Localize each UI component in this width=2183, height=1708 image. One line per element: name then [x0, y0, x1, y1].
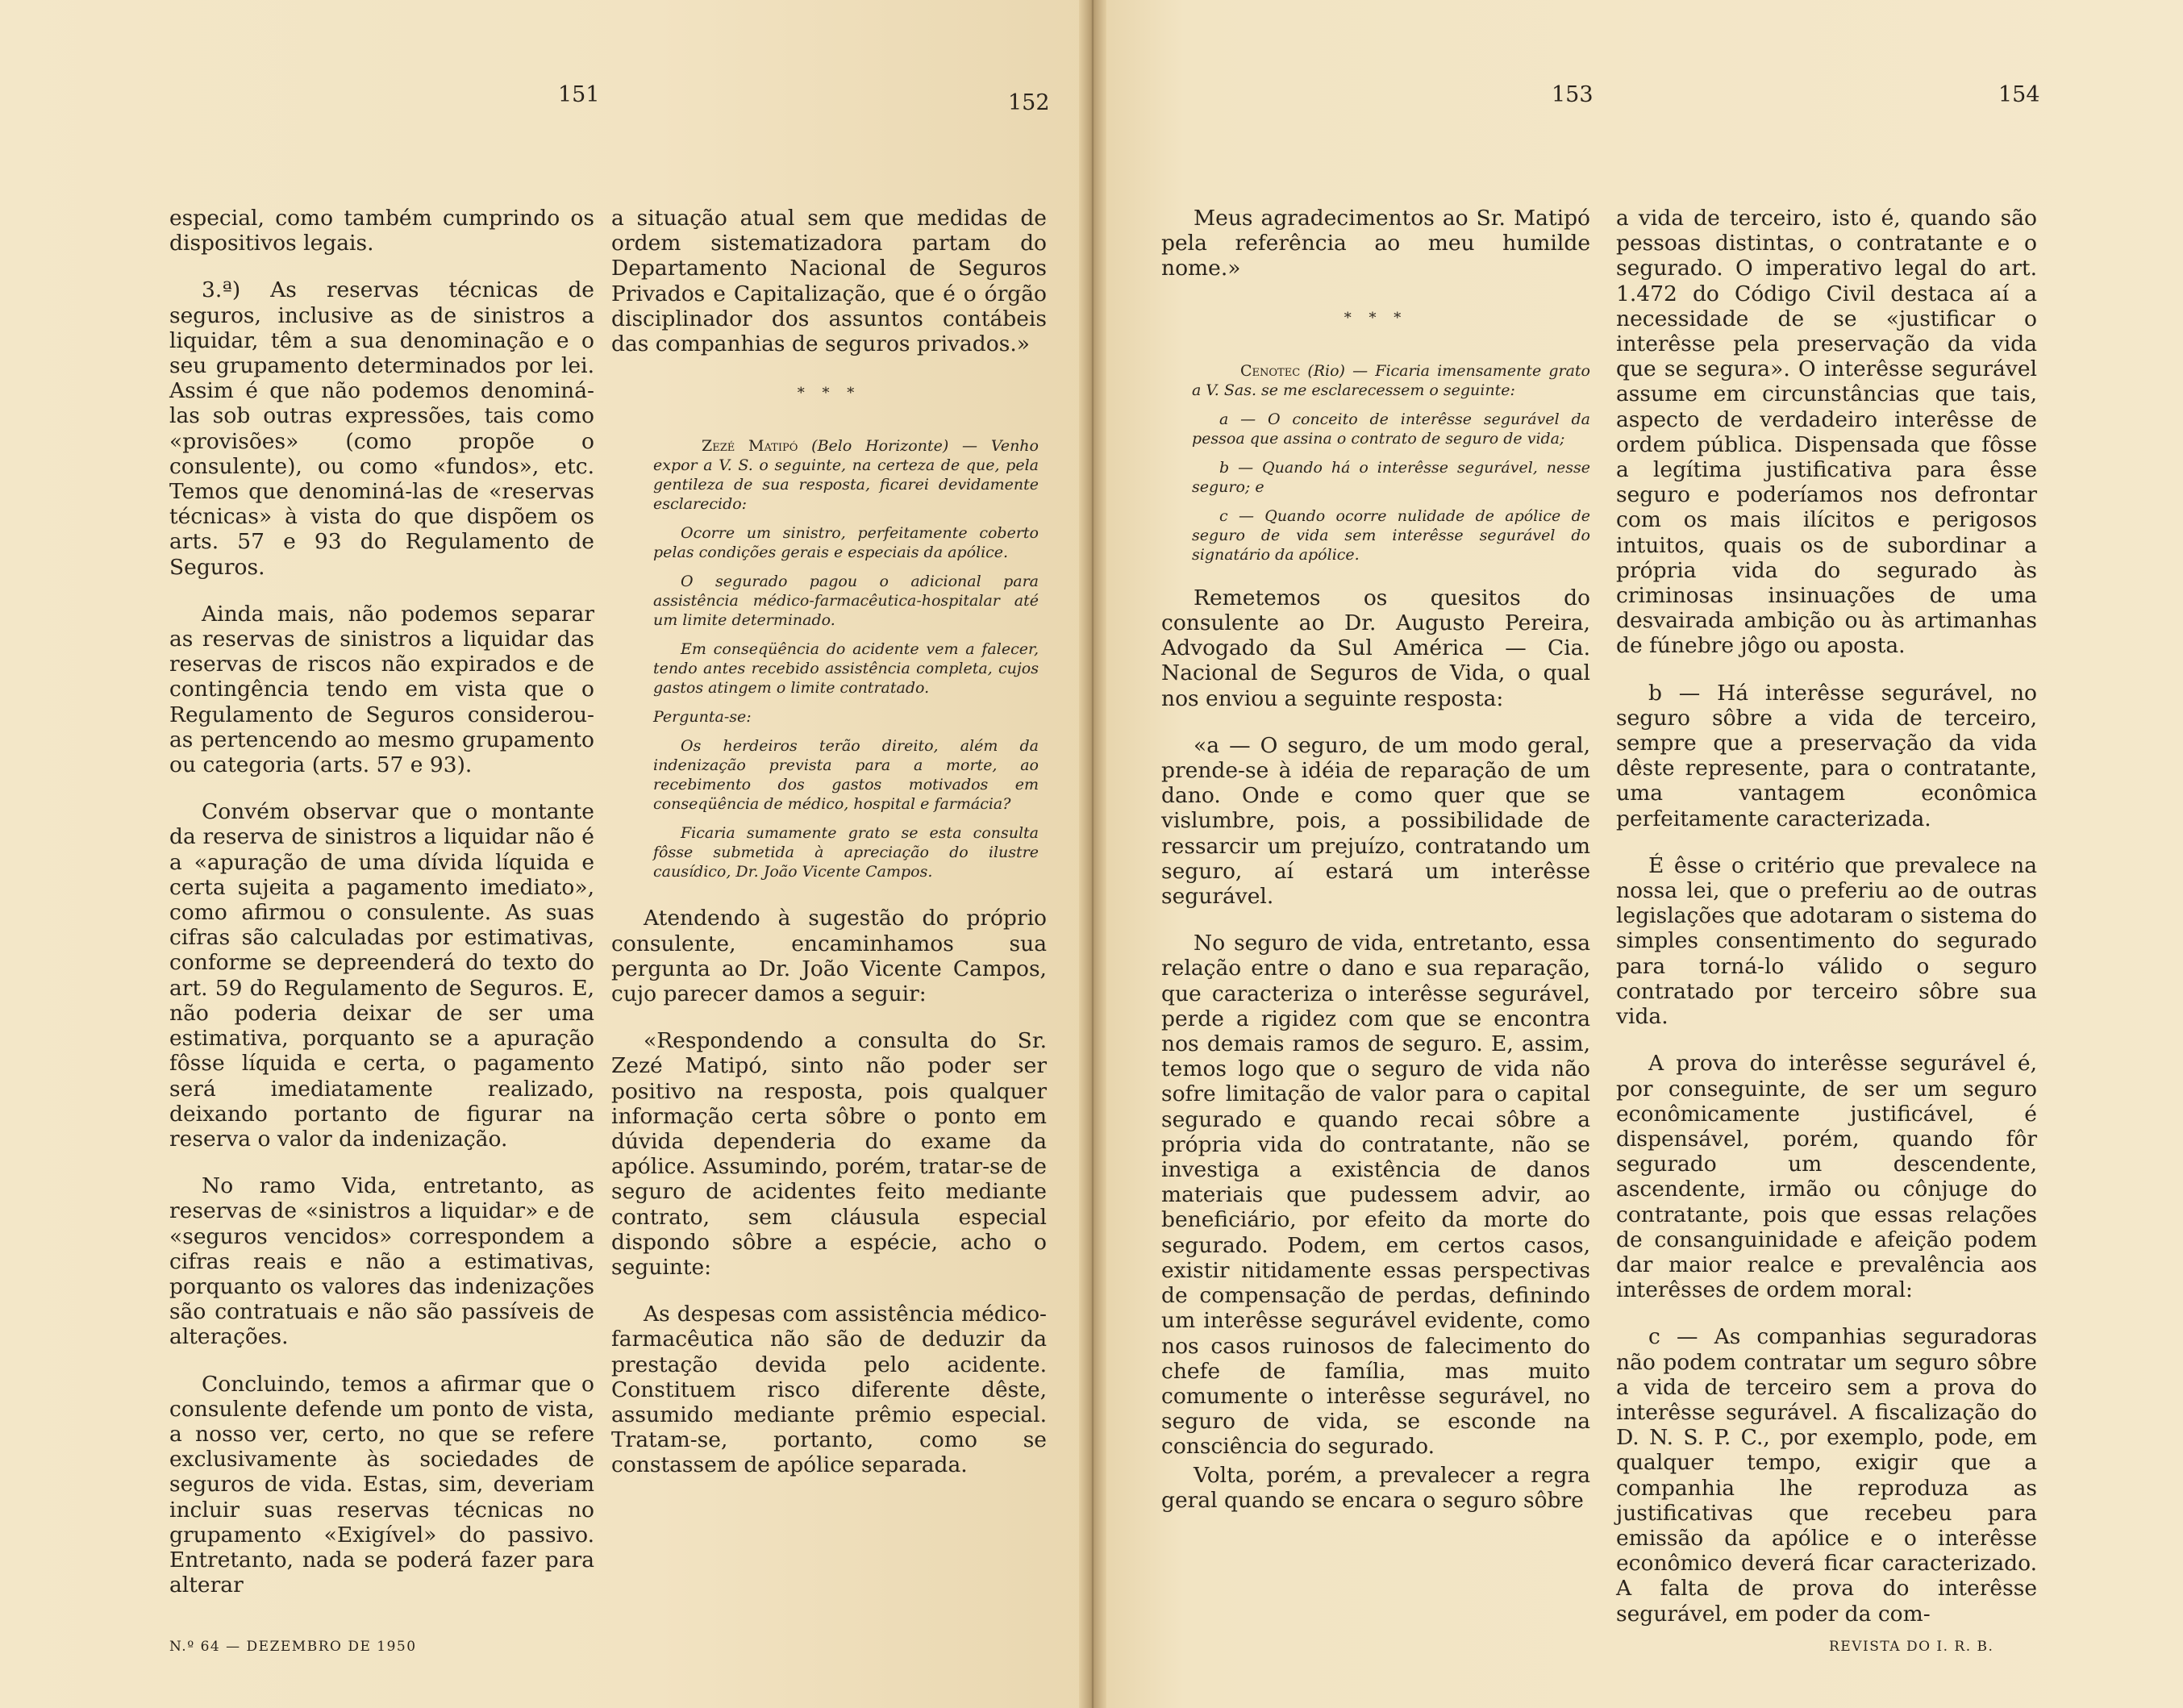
paragraph: Concluindo, temos a afirmar que o consulente defende um ponto de vista, a nosso ver, certo, no que se refere exclusivamente às sociedades de seguros de vida. Estas, sim, deveriam incluir suas reservas técnicas no grupamento «Exigível» do passivo. Entretanto, nada se poderá fazer para alterar	[169, 1371, 594, 1598]
question-paragraph: a — O conceito de interêsse segurável da pessoa que assina o contrato de seguro de vida;	[1192, 410, 1590, 448]
paragraph: No ramo Vida, entretanto, as reservas de «sinistros a liquidar» e de «seguros vencidos» correspondem a cifras reais e não a estimativas, porquanto os valores das indenizações são contratuais e não são passíveis de alterações.	[169, 1173, 594, 1350]
question-header: (Rio) — Ficaria imensamente grato a V. Sas. se me esclarecessem o seguinte:	[1192, 361, 1590, 399]
footer-journal: REVISTA DO I. R. B.	[1829, 1639, 1994, 1655]
question-paragraph: Os herdeiros terão direito, além da indenização prevista para a morte, ao recebimento dos gastos motivados em conseqüência de médico, hospital e farmácia?	[653, 737, 1039, 814]
paragraph: c — As companhias seguradoras não podem contratar um seguro sôbre a vida de terceiro sem a prova do interêsse segurável. A fiscalização do D. N. S. P. C., por exemplo, pode, em qualquer tempo, exigir que a companhia lhe reproduza as justificativas que recebeu para emissão da apólice e o interêsse econômico deverá ficar caracterizado. A falta de prova do interêsse segurável, em poder da com-	[1616, 1324, 2037, 1627]
section-separator: * * *	[1344, 309, 1408, 327]
question-paragraph: Ficaria sumamente grato se esta consulta fôsse submetida à apreciação do ilustre causídico, Dr. João Vicente Campos.	[653, 824, 1039, 881]
paragraph: Atendendo à sugestão do próprio consulente, encaminhamos sua pergunta ao Dr. João Vicente Campos, cujo parecer damos a seguir:	[611, 906, 1047, 1007]
question-header: (Belo Horizonte) — Venho expor a V. S. o seguinte, na certeza de que, pela gentileza de sua resposta, ficarei devidamente esclarecido:	[653, 437, 1039, 514]
question-paragraph: Ocorre um sinistro, perfeitamente coberto pelas condições gerais e especiais da apólice.	[653, 524, 1039, 562]
column-page-153	[1161, 206, 1590, 1535]
reader-question-cenotec	[1161, 361, 1590, 564]
paragraph: «Respondendo a consulta do Sr. Zezé Matipó, sinto não poder ser positivo na resposta, pois qualquer informação certa sôbre o ponto em dúvida dependeria do exame da apólice. Assumindo, porém, tratar-se de seguro de acidentes feito mediante contrato, sem cláusula especial dispondo sôbre a espécie, acho o seguinte:	[611, 1028, 1047, 1281]
question-paragraph: c — Quando ocorre nulidade de apólice de seguro de vida sem interêsse segurável do signatário da apólice.	[1192, 506, 1590, 564]
column-page-151	[169, 206, 594, 1619]
footer-issue: N.º 64 — DEZEMBRO DE 1950	[169, 1639, 417, 1655]
correspondent-name: Zezé Matipó	[702, 437, 798, 456]
paragraph: A prova do interêsse segurável é, por conseguinte, de ser um seguro econômicamente justificável, é dispensável, porém, quando fôr segurado um descendente, ascendente, irmão ou cônjuge do contratante, pois que essas relações de consanguinidade e afeição podem dar maior realce e prevalência aos interêsses de ordem moral:	[1616, 1051, 2037, 1303]
paragraph: Volta, porém, a prevalecer a regra geral quando se encara o seguro sôbre	[1161, 1462, 1590, 1513]
paragraph: As despesas com assistência médico-farmacêutica não são de deduzir da prestação devida pelo acidente. Constituem risco diferente dêste, assumido mediante prêmio especial. Tratam-se, portanto, como se constassem de apólice separada.	[611, 1302, 1047, 1478]
page-number-151: 151	[558, 82, 600, 107]
paragraph: a vida de terceiro, isto é, quando são pessoas distintas, o contratante e o segurado. O imperativo legal do art. 1.472 do Código Civil destaca aí a necessidade de se «justificar o interêsse pela preservação da vida que se segura». O interêsse segurável assume em circunstâncias que tais, aspecto de verdadeiro interêsse de ordem pública. Dispensada que fôsse a legítima justificativa para êsse seguro e poderíamos nos defrontar com os mais ilícitos e perigosos intuitos, quais os de subordinar a própria vida do segurado às criminosas insinuações de uma desvairada ambição ou às artimanhas de fúnebre jôgo ou aposta.	[1616, 206, 2037, 659]
page-number-153: 153	[1552, 82, 1594, 107]
paragraph: Convém observar que o montante da reserva de sinistros a liquidar não é a «apuração de uma dívida líquida e certa sujeita a pagamento imediato», como afirmou o consulente. As suas cifras são calculadas por estimativas, conforme se depreenderá do texto do art. 59 do Regulamento de Seguros. E, não poderia deixar de ser uma estimativa, porquanto se a apuração fôsse líquida e certa, o pagamento será imediatamente realizado, deixando portanto de figurar na reserva o valor da indenização.	[169, 799, 594, 1152]
paragraph: Meus agradecimentos ao Sr. Matipó pela referência ao meu humilde nome.»	[1161, 206, 1590, 281]
column-page-152	[611, 206, 1047, 1500]
paragraph: 3.ª) As reservas técnicas de seguros, inclusive as de sinistros a liquidar, têm a sua denominação e o seu grupamento determinados por lei. Assim é que não podemos denominá-las sob outras expressões, tais como «provisões» (como propõe o consulente), ou como «fundos», etc. Temos que denominá-las de «reservas técnicas» à vista do que dispõem os arts. 57 e 93 do Regulamento de Seguros.	[169, 277, 594, 580]
column-page-154	[1616, 206, 2037, 1648]
page-number-152: 152	[1008, 90, 1050, 115]
question-label: Pergunta-se:	[653, 708, 752, 727]
paragraph: b — Há interêsse segurável, no seguro sôbre a vida de terceiro, sempre que a preservação da vida dêste represente, para o contratante, uma vantagem econômica perfeitamente caracterizada.	[1616, 680, 2037, 831]
paragraph: Ainda mais, não podemos separar as reservas de sinistros a liquidar das reservas de riscos não expirados e de contingência tendo em vista que o Regulamento de Seguros considerou-as pertencendo ao mesmo grupamento ou categoria (arts. 57 e 93).	[169, 601, 594, 778]
paragraph: a situação atual sem que medidas de ordem sistematizadora partam do Departamento Nacional de Seguros Privados e Capitalização, que é o órgão disciplinador dos assuntos contábeis das companhias de seguros privados.»	[611, 206, 1047, 357]
question-paragraph: Em conseqüência do acidente vem a falecer, tendo antes recebido assistência completa, cujos gastos atingem o limite contratado.	[653, 640, 1039, 698]
paragraph: No seguro de vida, entretanto, essa relação entre o dano e sua reparação, que caracteriza o interêsse segurável, perde a rigidez com que se encontra nos demais ramos de seguro. E, assim, temos logo que o seguro de vida não sofre limitação de valor para o capital segurado e quando recai sôbre a própria vida do contratante, não se investiga a existência de danos materiais que pudessem advir, ao beneficiário, por efeito da morte do segurado. Podem, em certos casos, existir nitidamente essas perspectivas de compensação de perdas, definindo um interêsse segurável evidente, como nos casos ruinosos de falecimento do chefe de família, mas muito comumente o interêsse segurável, no seguro de vida, se esconde na consciência do segurado.	[1161, 931, 1590, 1460]
paragraph: «a — O seguro, de um modo geral, prende-se à idéia de reparação de um dano. Onde e como quer que se vislumbre, pois, a possibilidade de ressarcir um prejuízo, contratando um seguro, aí estará um interêsse segurável.	[1161, 732, 1590, 910]
question-paragraph: O segurado pagou o adicional para assistência médico-farmacêutica-hospitalar até um limite determinado.	[653, 573, 1039, 630]
paragraph: Remetemos os quesitos do consulente ao Dr. Augusto Pereira, Advogado da Sul América — Cia. Nacional de Seguros de Vida, o qual nos enviou a seguinte resposta:	[1161, 585, 1590, 711]
question-paragraph: b — Quando há o interêsse segurável, nesse seguro; e	[1192, 458, 1590, 496]
section-separator: * * *	[797, 385, 861, 402]
paragraph: especial, como também cumprindo os dispositivos legais.	[169, 206, 594, 256]
book-gutter	[1079, 0, 1106, 1708]
correspondent-name: Cenotec	[1240, 361, 1301, 380]
page-number-154: 154	[1998, 82, 2040, 107]
reader-question-zeze	[611, 436, 1047, 881]
paragraph: É êsse o critério que prevalece na nossa lei, que o preferiu ao de outras legislações que adotaram o sistema do simples consentimento do segurado para torná-lo válido o seguro contratado por terceiro sôbre sua vida.	[1616, 852, 2037, 1030]
